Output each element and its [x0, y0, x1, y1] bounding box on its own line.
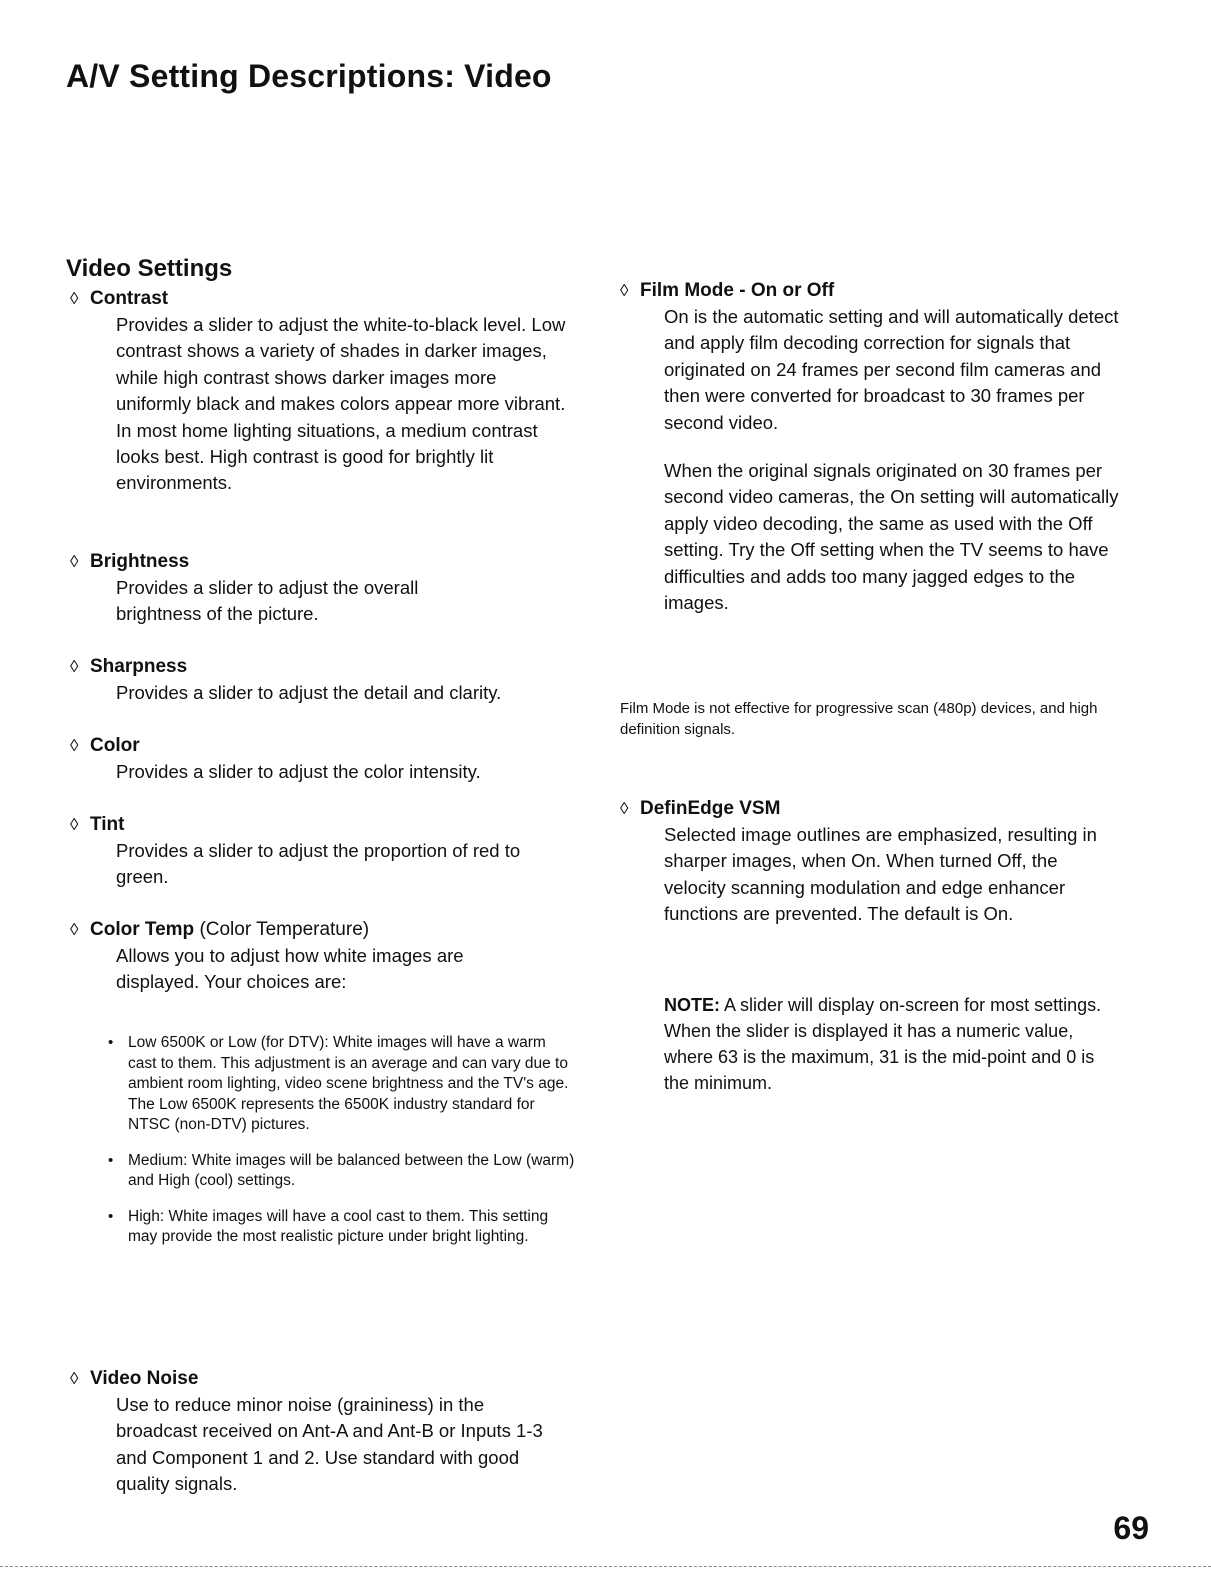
- page-title: A/V Setting Descriptions: Video: [66, 58, 552, 94]
- item-brightness-title: Brightness: [90, 551, 190, 572]
- item-video-noise-heading: [70, 1366, 580, 1392]
- item-color-heading: [70, 733, 600, 759]
- section-heading: Video Settings: [66, 255, 233, 282]
- item-brightness-body: Provides a slider to adjust the overall brightness of the picture.: [116, 577, 419, 625]
- item-film-mode-body-2: When the original signals originated on 30 frames per second video cameras, the On setting will automatically apply video decoding, the same as used with the Off setting. Try the Off setting when the TV seems to have difficulties and adds too many jagged edges to the images.: [664, 460, 1119, 614]
- item-color-temp-body: Allows you to adjust how white images are displayed. Your choices are:: [116, 945, 464, 993]
- item-brightness: [70, 549, 580, 628]
- item-video-noise-title: Video Noise: [90, 1368, 199, 1389]
- diamond-bullet-icon: ◊: [70, 657, 79, 676]
- item-brightness-heading: [70, 549, 580, 575]
- page-number: 69: [1113, 1510, 1149, 1546]
- item-contrast-body: Provides a slider to adjust the white-to-black level. Low contrast shows a variety of shades in darker images, while high contrast shows darker images more uniformly black and makes colors appear more vibrant. In most home lighting situations, a medium contrast looks best. High contrast is good for brightly lit environments.: [116, 314, 566, 494]
- item-color-temp-subtitle: (Color Temperature): [199, 919, 370, 940]
- diamond-bullet-icon: ◊: [70, 736, 79, 755]
- item-film-mode-title: Film Mode - On or Off: [640, 280, 835, 301]
- item-color-temp-heading: [70, 917, 580, 943]
- diamond-bullet-icon: ◊: [70, 552, 79, 571]
- item-color: [70, 733, 600, 785]
- bullet-dot-icon: •: [108, 1034, 114, 1051]
- item-tint-title: Tint: [90, 814, 125, 835]
- diamond-bullet-icon: ◊: [70, 289, 79, 308]
- item-film-mode-heading: [620, 278, 1150, 304]
- list-item: [108, 1207, 578, 1248]
- color-temp-option-high: High: White images will have a cool cast to them. This setting may provide the most realistic picture under bright lighting.: [128, 1207, 549, 1245]
- item-color-body: Provides a slider to adjust the color intensity.: [116, 761, 481, 782]
- note-text: A slider will display on-screen for most settings. When the slider is displayed it has a numeric value, where 63 is the maximum, 31 is the mid-point and 0 is the minimum.: [664, 995, 1102, 1093]
- item-definedge-heading: [620, 796, 1150, 822]
- slider-note: [664, 992, 1124, 1096]
- bottom-divider: [0, 1566, 1211, 1567]
- item-contrast-heading: [70, 286, 580, 312]
- film-mode-note: Film Mode is not effective for progressive scan (480p) devices, and high definition signals.: [620, 700, 1098, 738]
- diamond-bullet-icon: ◊: [70, 920, 79, 939]
- item-film-mode: [620, 278, 1150, 616]
- list-item: [108, 1033, 578, 1136]
- item-tint-heading: [70, 812, 580, 838]
- item-contrast-title: Contrast: [90, 288, 169, 309]
- bullet-dot-icon: •: [108, 1151, 114, 1169]
- diamond-bullet-icon: ◊: [620, 799, 629, 818]
- item-sharpness-body: Provides a slider to adjust the detail and clarity.: [116, 682, 502, 703]
- list-item: [108, 1151, 578, 1192]
- diamond-bullet-icon: ◊: [620, 281, 629, 300]
- item-video-noise: [70, 1366, 580, 1498]
- color-temp-options: [108, 1033, 578, 1263]
- item-definedge-title: DefinEdge VSM: [640, 798, 781, 819]
- item-tint: [70, 812, 580, 891]
- diamond-bullet-icon: ◊: [70, 1369, 79, 1388]
- item-definedge-vsm: [620, 796, 1150, 928]
- bullet-dot-icon: •: [108, 1207, 114, 1225]
- note-label: NOTE:: [664, 995, 720, 1015]
- item-color-temp: [70, 917, 580, 996]
- item-definedge-body: Selected image outlines are emphasized, resulting in sharper images, when On. When turned Off, the velocity scanning modulation and edge enhancer functions are prevented. The default is On.: [664, 824, 1097, 925]
- color-temp-option-medium: Medium: White images will be balanced between the Low (warm) and High (cool) settings.: [128, 1151, 575, 1189]
- item-contrast: [70, 286, 580, 497]
- item-film-mode-body-1: On is the automatic setting and will automatically detect and apply film decoding correction for signals that originated on 24 frames per second film cameras and then were converted for broadcast to 30 frames per second video.: [664, 306, 1119, 433]
- item-sharpness-title: Sharpness: [90, 656, 188, 677]
- item-video-noise-body: Use to reduce minor noise (graininess) in the broadcast received on Ant-A and Ant-B or Inputs 1-3 and Component 1 and 2. Use standard with good quality signals.: [116, 1394, 543, 1495]
- item-tint-body: Provides a slider to adjust the proportion of red to green.: [116, 840, 521, 888]
- item-color-temp-title: Color Temp: [90, 919, 195, 940]
- color-temp-option-low: Low 6500K or Low (for DTV): White images will have a warm cast to them. This adjustment is an average and can vary due to ambient room lighting, video scene brightness and the TV's age. The Low 6500K represents the 6500K industry standard for NTSC (non-DTV) pictures.: [128, 1034, 569, 1133]
- item-sharpness: [70, 654, 600, 706]
- item-color-title: Color: [90, 735, 140, 756]
- diamond-bullet-icon: ◊: [70, 815, 79, 834]
- item-sharpness-heading: [70, 654, 600, 680]
